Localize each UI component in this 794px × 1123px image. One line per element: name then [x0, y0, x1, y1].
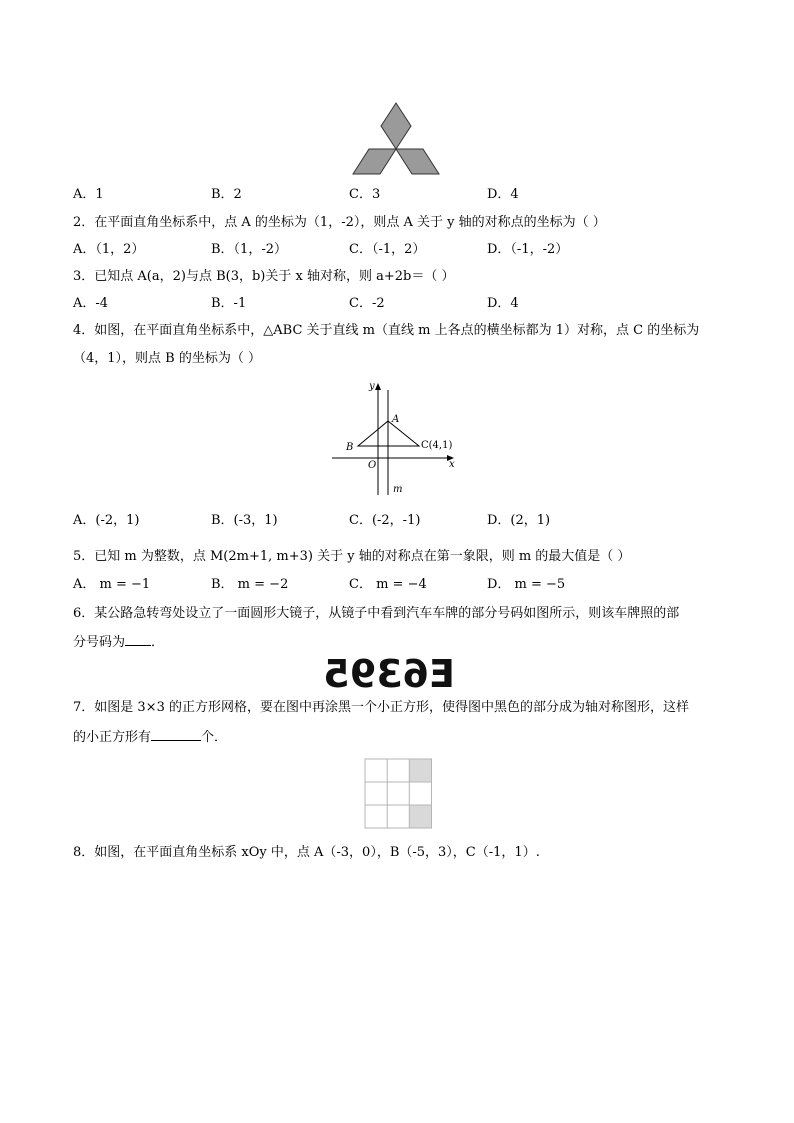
q4-label-y: y [369, 381, 375, 392]
q4-question-line2: （4，1），则点 B 的坐标为（ ） [73, 351, 261, 366]
q3-option-d[interactable]: D．4 [487, 296, 519, 311]
q2-question: 2．在平面直角坐标系中，点 A 的坐标为（1，-2），则点 A 关于 y 轴的对称点的坐标为（ ） [73, 215, 606, 230]
q2-option-a[interactable]: A．（1，2） [73, 242, 145, 257]
rhombus-top [381, 103, 411, 149]
rhombus-right [396, 149, 439, 174]
q4-label-x: x [449, 459, 455, 470]
q4-options [73, 512, 633, 530]
q4-y-arrow [375, 383, 381, 390]
q5-option-a[interactable]: A． m = −1 [73, 577, 151, 592]
q5-option-d[interactable]: D． m = −5 [487, 577, 566, 592]
q4-coordinate-figure [330, 378, 465, 500]
q5-option-b[interactable]: B． m = −2 [211, 577, 289, 592]
q7-line2-text: 的小正方形有 [73, 730, 152, 745]
q4-label-c: C(4,1) [421, 440, 453, 451]
three-rhombus-figure [350, 100, 442, 178]
q2-options [73, 241, 633, 259]
q4-label-a: A [392, 414, 400, 425]
q1-option-c[interactable]: C．3 [349, 187, 381, 202]
q4-question-line1: 4．如图，在平面直角坐标系中，△ABC 关于直线 m（直线 m 上各点的横坐标都为 1）对称，点 C 的坐标为 [73, 323, 700, 338]
q1-option-b[interactable]: B．2 [211, 187, 242, 202]
q2-option-d[interactable]: D．（-1，-2） [487, 242, 569, 257]
rhombus-left [353, 149, 396, 174]
q4-label-b: B [346, 442, 354, 453]
grid-cell-shaded-bottom-right [409, 805, 431, 828]
q8-question: 8．如图，在平面直角坐标系 xOy 中，点 A（-3，0），B（-5，3），C（-1，1）. [73, 845, 540, 860]
q4-label-origin: O [368, 460, 377, 471]
q1-option-d[interactable]: D．4 [487, 187, 519, 202]
q4-option-d[interactable]: D．(2，1) [487, 513, 551, 528]
q3-options [73, 295, 633, 313]
q5-options [73, 576, 633, 594]
q2-option-b[interactable]: B．（1，-2） [211, 242, 287, 257]
q4-option-b[interactable]: B．(-3，1) [211, 513, 278, 528]
q6-question-line1: 6．某公路急转弯处设立了一面圆形大镜子，从镜子中看到汽车车牌的部分号码如图所示，则该车牌照的部 [73, 606, 680, 621]
q3-option-c[interactable]: C．-2 [349, 296, 385, 311]
q4-label-m: m [393, 484, 403, 495]
q6-line2-text: 分号码为 [73, 635, 126, 650]
q3-option-a[interactable]: A．-4 [73, 296, 109, 311]
mirrored-plate-number: E6395 [323, 652, 455, 696]
q5-question: 5．已知 m 为整数，点 M(2m+1, m+3) 关于 y 轴的对称点在第一象限，则 m 的最大值是（ ） [73, 549, 631, 564]
q5-option-c[interactable]: C． m = −4 [349, 577, 427, 592]
q4-option-a[interactable]: A．(-2，1) [73, 513, 140, 528]
q7-question-line2 [73, 728, 227, 747]
q7-question-line1: 7．如图是 3×3 的正方形网格，要在图中再涂黑一个小正方形，使得图中黑色的部分成为轴对称图形，这样 [73, 700, 689, 715]
q1-options [73, 186, 633, 204]
grid-cell-shaded-top-right [409, 759, 431, 782]
q4-option-c[interactable]: C．(-2，-1) [349, 513, 421, 528]
q2-option-c[interactable]: C．（-1，2） [349, 242, 426, 257]
q1-option-a[interactable]: A．1 [73, 187, 104, 202]
q7-grid-figure [364, 758, 434, 830]
q6-question-line2 [73, 633, 164, 652]
q7-line2-end: 个． [201, 730, 228, 745]
q6-answer-blank[interactable] [125, 633, 151, 646]
q6-line2-end: ． [151, 635, 165, 650]
q3-question: 3．已知点 A(a，2)与点 B(3，b)关于 x 轴对称，则 a+2b＝（ ） [73, 269, 455, 284]
q7-answer-blank[interactable] [151, 728, 201, 741]
q3-option-b[interactable]: B．-1 [211, 296, 247, 311]
